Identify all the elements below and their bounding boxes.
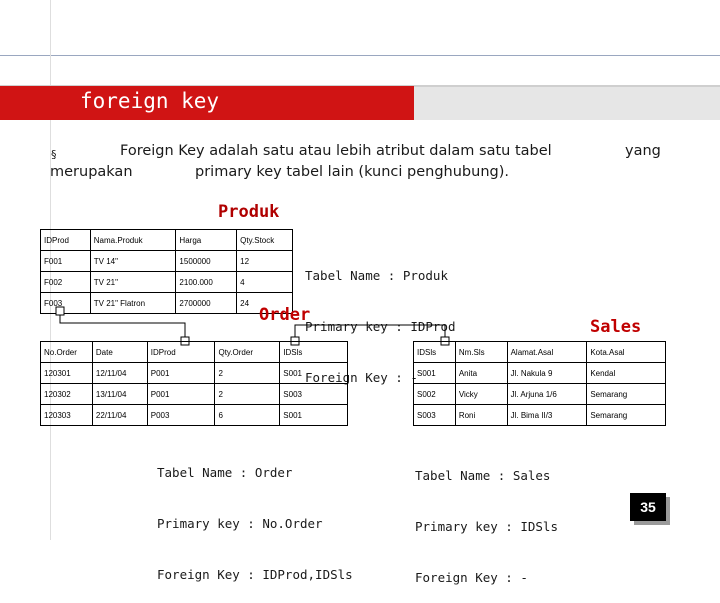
produk-cell: F003 xyxy=(41,293,91,314)
order-cell: 6 xyxy=(215,405,280,426)
sales-cell: Jl. Arjuna 1/6 xyxy=(507,384,587,405)
order-cell: P001 xyxy=(147,384,215,405)
sales-cell: Semarang xyxy=(587,405,666,426)
sales-cell: S001 xyxy=(414,363,456,384)
sales-cell: S003 xyxy=(414,405,456,426)
order-cell: P003 xyxy=(147,405,215,426)
sales-header-cell: Nm.Sls xyxy=(455,342,507,363)
order-cell: 120302 xyxy=(41,384,93,405)
sales-info xyxy=(415,433,558,603)
produk-cell: 4 xyxy=(237,272,293,293)
produk-info-fk: Foreign Key : - xyxy=(305,370,418,385)
order-cell: S003 xyxy=(280,384,348,405)
sales-row xyxy=(414,405,666,426)
order-cell: 2 xyxy=(215,384,280,405)
sales-info-pk: Primary key : IDSls xyxy=(415,519,558,534)
sales-row xyxy=(414,363,666,384)
sales-header-cell: Kota.Asal xyxy=(587,342,666,363)
order-header-cell: No.Order xyxy=(41,342,93,363)
order-cell: 120301 xyxy=(41,363,93,384)
order-header-cell: IDSls xyxy=(280,342,348,363)
order-info xyxy=(157,430,353,600)
order-row xyxy=(41,363,348,384)
produk-cell: F001 xyxy=(41,251,91,272)
connector-produk-order-handle-top xyxy=(56,307,64,315)
sales-table xyxy=(413,341,666,426)
order-header-cell: Date xyxy=(92,342,147,363)
definition-line-2a: merupakan xyxy=(50,164,133,180)
order-header-row xyxy=(41,342,348,363)
produk-header-cell: Harga xyxy=(176,230,237,251)
produk-cell: 12 xyxy=(237,251,293,272)
produk-cell: TV 21" xyxy=(90,272,176,293)
sales-header-cell: Alamat.Asal xyxy=(507,342,587,363)
sales-cell: Kendal xyxy=(587,363,666,384)
order-cell: 120303 xyxy=(41,405,93,426)
order-heading: Order xyxy=(259,305,311,325)
bullet-icon: § xyxy=(51,148,57,161)
sales-heading: Sales xyxy=(590,317,642,337)
order-cell: 22/11/04 xyxy=(92,405,147,426)
produk-info-pk: Primary key : IDProd xyxy=(305,319,456,334)
slide-title: foreign key xyxy=(80,89,220,113)
connector-order-sales xyxy=(295,325,445,340)
order-cell: S001 xyxy=(280,405,348,426)
order-cell: P001 xyxy=(147,363,215,384)
order-cell: 2 xyxy=(215,363,280,384)
definition-line-1: Foreign Key adalah satu atau lebih atribut dalam satu tabel xyxy=(120,143,552,159)
produk-header-cell: Nama.Produk xyxy=(90,230,176,251)
sales-info-fk: Foreign Key : - xyxy=(415,570,528,585)
order-cell: S001 xyxy=(280,363,348,384)
produk-header-cell: IDProd xyxy=(41,230,91,251)
sales-cell: Vicky xyxy=(455,384,507,405)
definition-line-1-end: yang xyxy=(625,143,661,159)
sales-cell: Semarang xyxy=(587,384,666,405)
order-info-name: Tabel Name : Order xyxy=(157,465,293,480)
sales-cell: Anita xyxy=(455,363,507,384)
produk-cell: TV 21" Flatron xyxy=(90,293,176,314)
produk-cell: F002 xyxy=(41,272,91,293)
sales-cell: Roni xyxy=(455,405,507,426)
definition-line-2b: primary key tabel lain (kunci penghubung). xyxy=(195,164,509,180)
order-row xyxy=(41,405,348,426)
sales-cell: Jl. Bima II/3 xyxy=(507,405,587,426)
order-table xyxy=(40,341,348,426)
produk-header-cell: Qty.Stock xyxy=(237,230,293,251)
order-row xyxy=(41,384,348,405)
produk-cell: 1500000 xyxy=(176,251,237,272)
produk-heading: Produk xyxy=(218,202,280,222)
produk-cell: 2100.000 xyxy=(176,272,237,293)
order-header-cell: Qty.Order xyxy=(215,342,280,363)
sales-cell: S002 xyxy=(414,384,456,405)
sales-info-name: Tabel Name : Sales xyxy=(415,468,551,483)
produk-info-name: Tabel Name : Produk xyxy=(305,268,448,283)
order-cell: 13/11/04 xyxy=(92,384,147,405)
sales-cell: Jl. Nakula 9 xyxy=(507,363,587,384)
order-info-fk: Foreign Key : IDProd,IDSls xyxy=(157,567,353,582)
produk-cell: 2700000 xyxy=(176,293,237,314)
sales-header-cell: IDSls xyxy=(414,342,456,363)
order-info-pk: Primary key : No.Order xyxy=(157,516,323,531)
sales-header-row xyxy=(414,342,666,363)
page-number: 35 xyxy=(630,493,666,521)
order-cell: 12/11/04 xyxy=(92,363,147,384)
connector-produk-order xyxy=(60,311,185,340)
order-header-cell: IDProd xyxy=(147,342,215,363)
produk-cell: 24 xyxy=(237,293,293,314)
produk-cell: TV 14" xyxy=(90,251,176,272)
sales-row xyxy=(414,384,666,405)
